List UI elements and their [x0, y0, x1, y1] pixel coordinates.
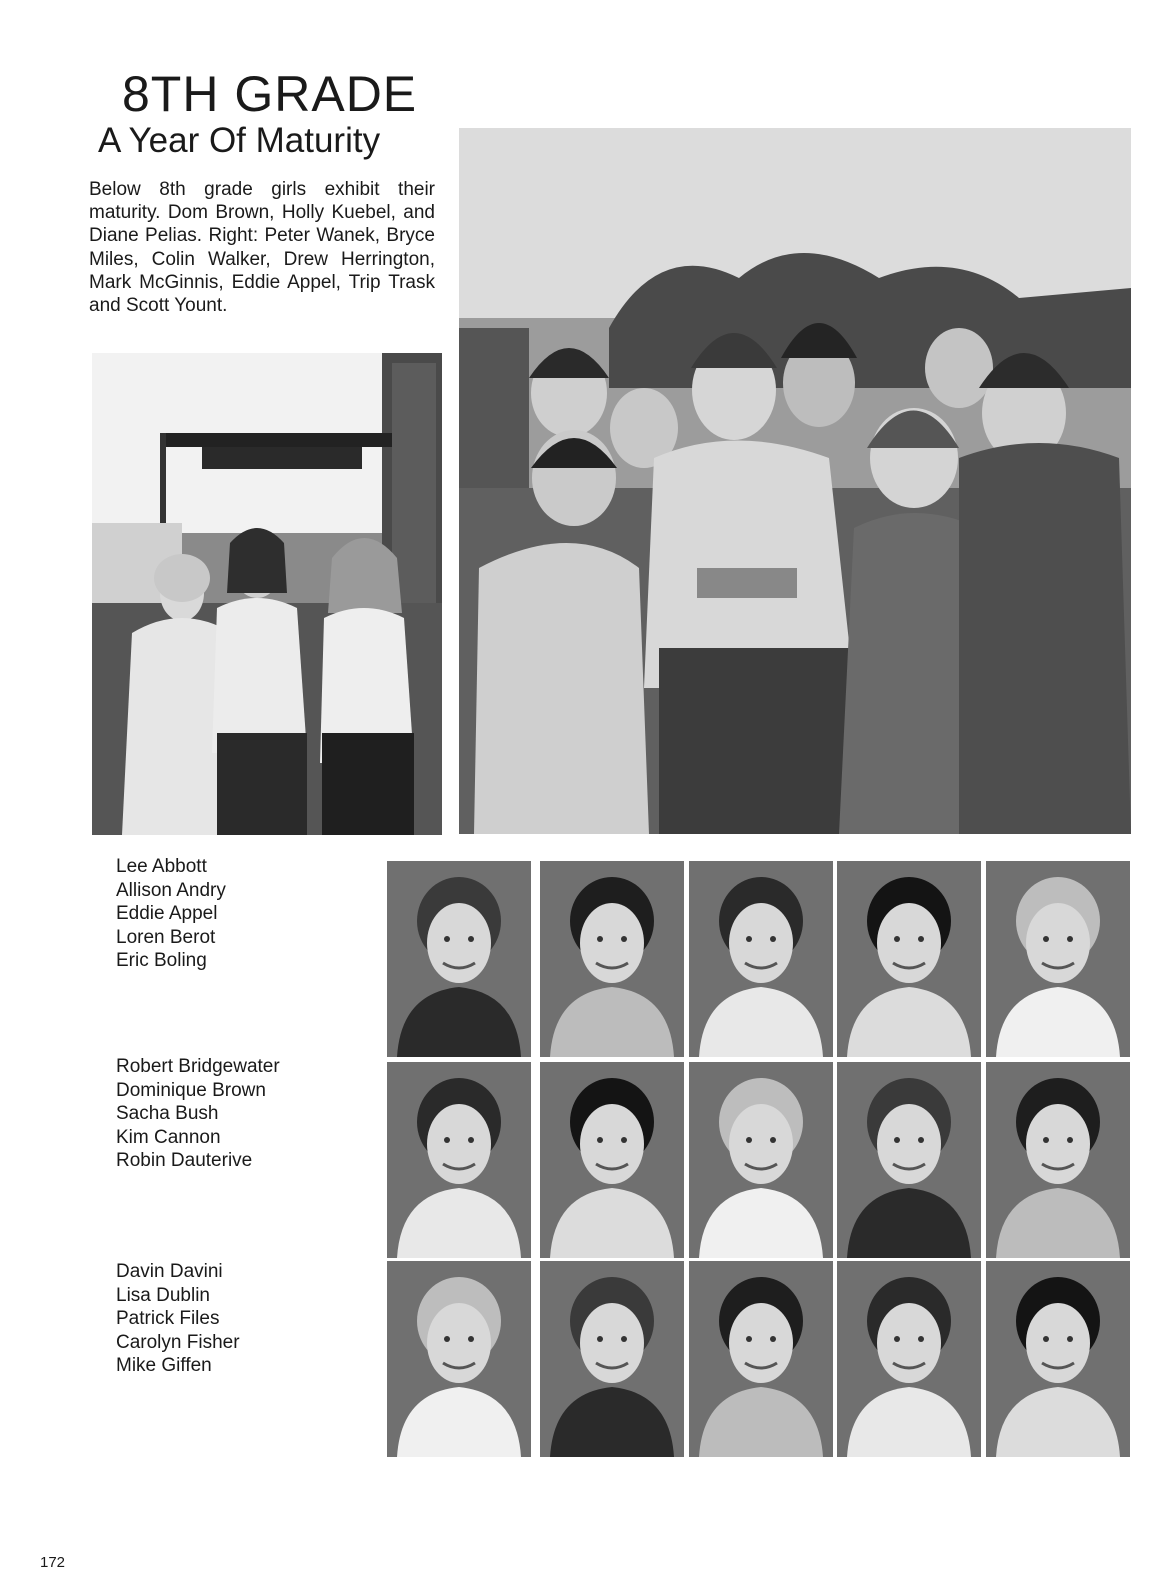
- student-name: Lee Abbott: [116, 856, 207, 877]
- student-portrait: [986, 1062, 1130, 1258]
- student-portrait: [837, 861, 981, 1057]
- student-name: Allison Andry: [116, 879, 226, 901]
- student-name: Eric Boling: [116, 950, 207, 971]
- student-name: Lisa Dublin: [116, 1284, 210, 1306]
- student-portrait: [689, 861, 833, 1057]
- student-name: Dominique Brown: [116, 1079, 266, 1101]
- student-portrait: [837, 1261, 981, 1457]
- student-portrait: [986, 1261, 1130, 1457]
- group-photo-boys: [459, 128, 1131, 834]
- student-portrait: [540, 861, 684, 1057]
- student-portrait: [689, 1261, 833, 1457]
- portrait-row-2-names: [116, 1055, 280, 1173]
- student-portrait: [387, 1062, 531, 1258]
- student-portrait: [540, 1261, 684, 1457]
- student-name: Sacha Bush: [116, 1103, 219, 1124]
- student-name: Kim Cannon: [116, 1126, 221, 1148]
- portrait-row-1-names: [116, 855, 226, 973]
- student-name: Eddie Appel: [116, 903, 218, 924]
- student-name: Carolyn Fisher: [116, 1331, 240, 1353]
- photo-caption: Below 8th grade girls exhibit their maturity. Dom Brown, Holly Kuebel, and Diane Pelias. Right: Peter Wanek, Bryce Miles, Colin Walker, Drew Herrington, Mark McGinnis, Eddie Appel, Trip Trask and Scott Yount.: [89, 179, 435, 317]
- page-title: 8TH GRADE: [122, 66, 418, 122]
- page-subtitle: A Year Of Maturity: [98, 121, 381, 160]
- student-portrait: [837, 1062, 981, 1258]
- student-name: Robert Bridgewater: [116, 1056, 280, 1077]
- student-name: Loren Berot: [116, 926, 216, 948]
- student-name: Mike Giffen: [116, 1355, 212, 1376]
- group-photo-girls: [92, 353, 442, 835]
- student-portrait: [387, 861, 531, 1057]
- student-portrait: [986, 861, 1130, 1057]
- student-portrait: [689, 1062, 833, 1258]
- portrait-row-3-names: [116, 1260, 240, 1378]
- student-portrait: [540, 1062, 684, 1258]
- student-name: Robin Dauterive: [116, 1150, 253, 1171]
- student-name: Patrick Files: [116, 1308, 220, 1329]
- student-name: Davin Davini: [116, 1261, 223, 1282]
- student-portrait: [387, 1261, 531, 1457]
- page-number: 172: [40, 1554, 66, 1571]
